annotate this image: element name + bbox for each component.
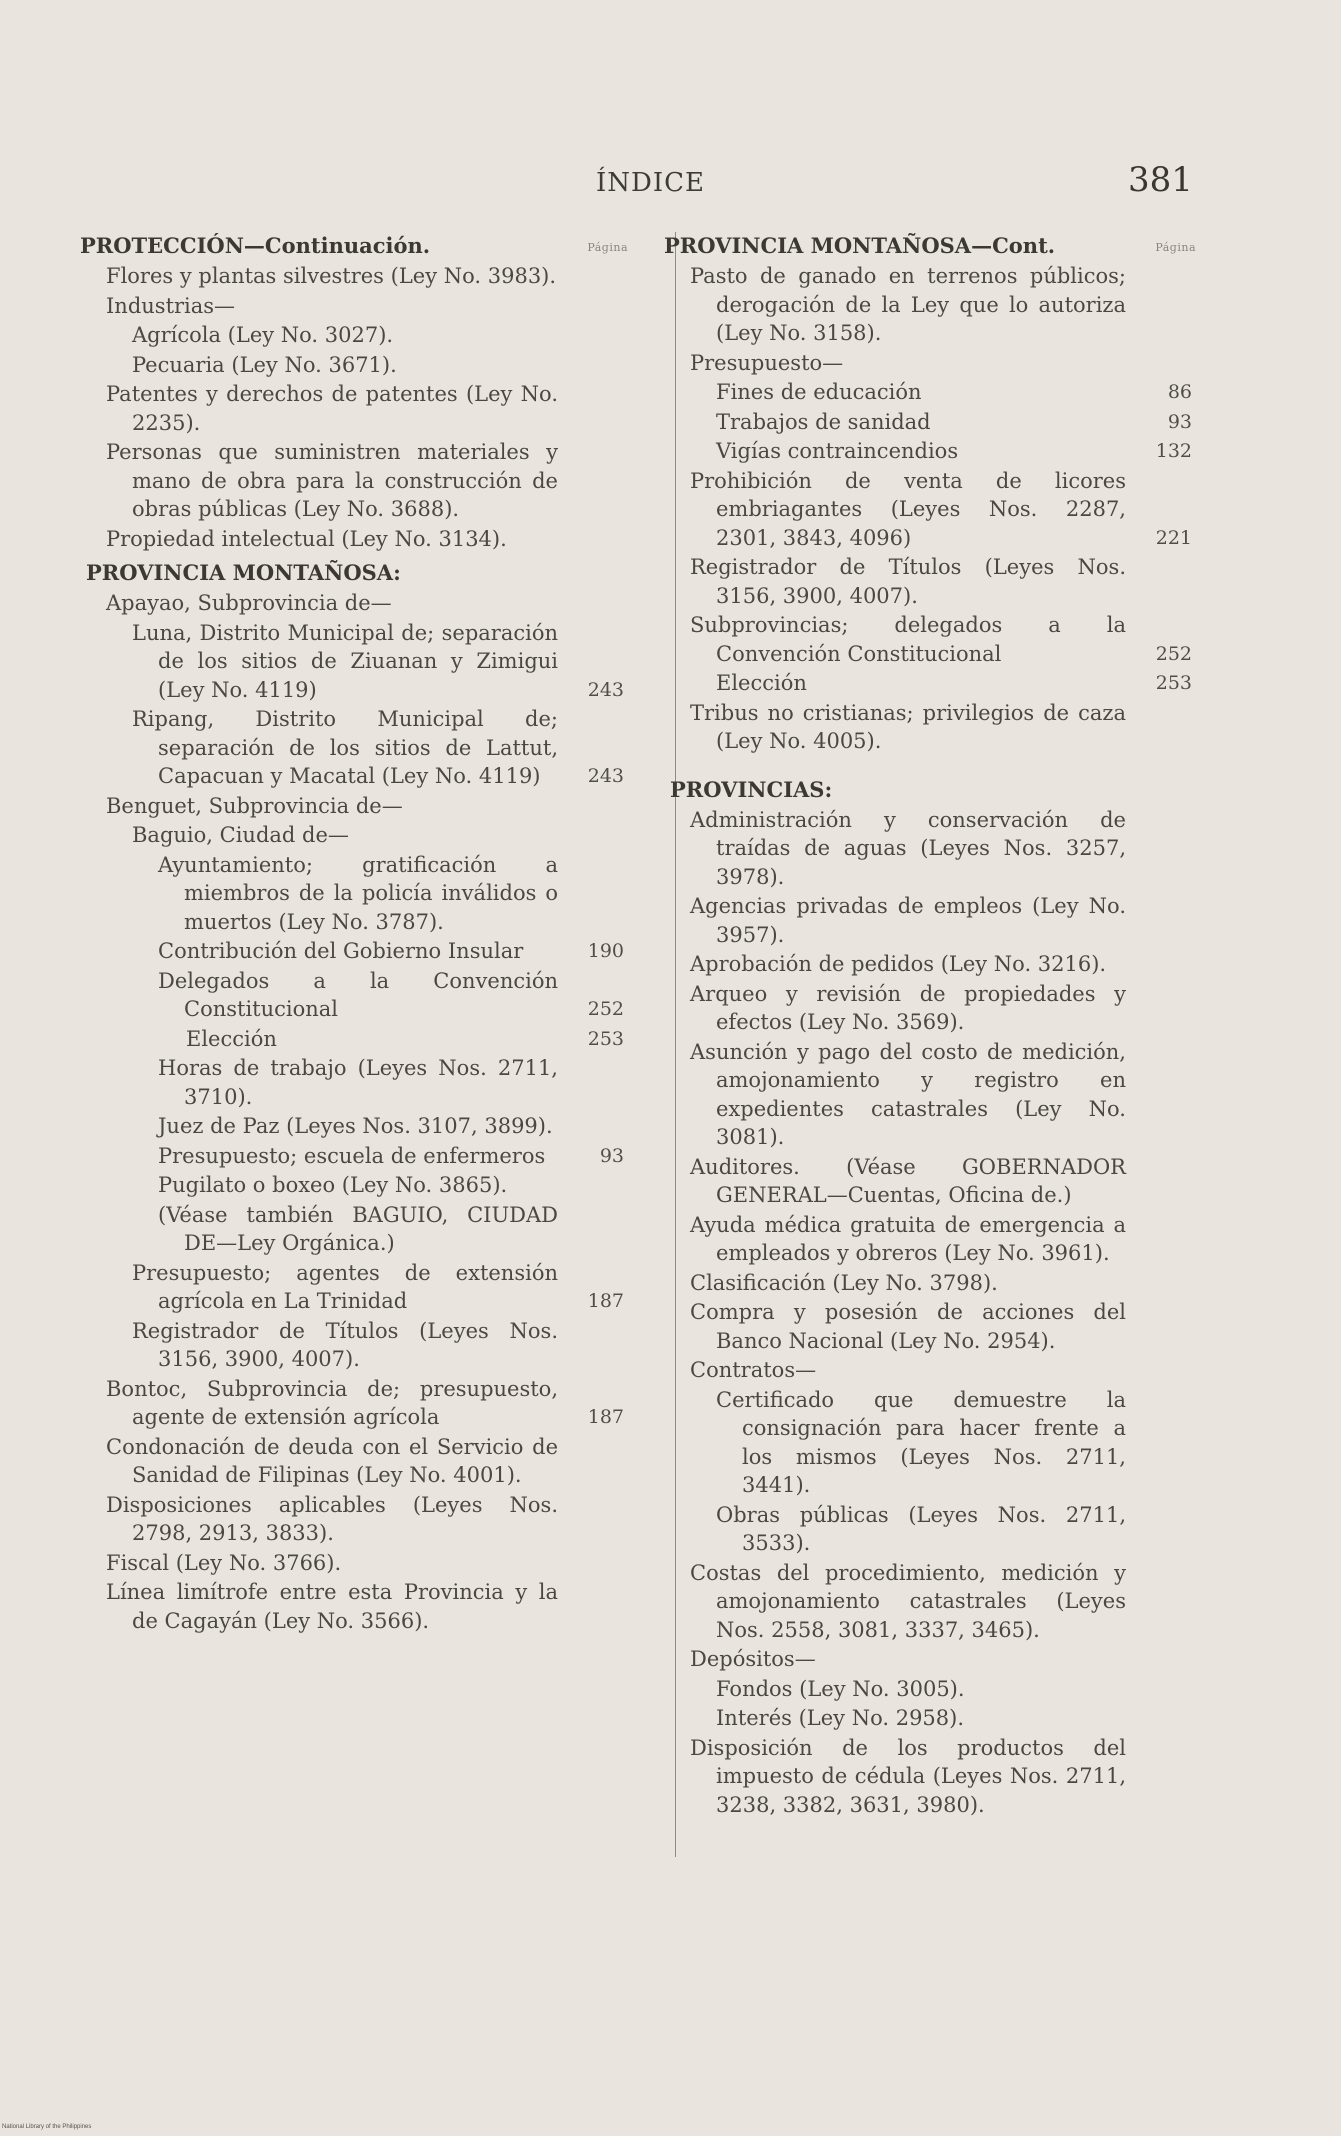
index-entry <box>80 1578 628 1635</box>
index-entry-text: Registrador de Títulos (Leyes Nos. 3156, 3900, 4007). <box>132 1318 558 1371</box>
index-entry <box>664 1704 1196 1733</box>
index-entry-text: Disposiciones aplicables (Leyes Nos. 2798, 2913, 3833). <box>106 1492 558 1545</box>
index-entry <box>80 1171 628 1200</box>
index-entry <box>80 792 628 821</box>
index-entry-text: Agencias privadas de empleos (Ley No. 3957). <box>690 894 1126 947</box>
index-entry <box>80 1142 628 1171</box>
index-entry-text: Ayuntamiento; gratificación a miembros de la policía inválidos o muertos (Ley No. 3787). <box>158 852 558 934</box>
index-entry-text: Apayao, Subprovincia de— <box>106 591 392 615</box>
index-entry <box>664 1298 1196 1355</box>
index-entry <box>664 1734 1196 1820</box>
index-entry-text: Depósitos— <box>690 1647 816 1671</box>
index-entry-text: Bontoc, Subprovincia de; presupuesto, agente de extensión agrícola <box>106 1376 558 1429</box>
index-entry-text: Compra y posesión de acciones del Banco Nacional (Ley No. 2954). <box>690 1300 1126 1353</box>
index-entry-page: 252 <box>587 998 624 1020</box>
index-entry-page: 187 <box>587 1290 624 1312</box>
right-heading-text: PROVINCIA MONTAÑOSA—Cont. <box>664 233 1056 258</box>
index-entry <box>664 1356 1196 1385</box>
index-entry <box>80 967 628 1024</box>
index-entry <box>664 467 1196 553</box>
index-entry-text: Industrias— <box>106 293 236 318</box>
right-entry-list <box>664 262 1196 756</box>
index-entry-text: Fines de educación <box>716 380 922 404</box>
right-entry-list-2 <box>664 806 1196 1820</box>
index-entry-text: Trabajos de sanidad <box>716 409 931 434</box>
index-entry-text: Clasificación (Ley No. 3798). <box>690 1270 998 1295</box>
index-entry <box>664 349 1196 378</box>
index-entry <box>664 806 1196 892</box>
index-entry <box>664 699 1196 756</box>
index-entry-text: Auditores. (Véase GOBERNADOR GENERAL—Cuentas, Oficina de.) <box>690 1154 1126 1207</box>
index-entry <box>664 553 1196 610</box>
index-entry <box>664 1153 1196 1210</box>
index-entry <box>80 1317 628 1374</box>
index-entry <box>80 1375 628 1432</box>
index-entry-page: 132 <box>1155 440 1192 462</box>
running-header: ÍNDICE <box>596 168 706 198</box>
index-entry-text: Juez de Paz (Leyes Nos. 3107, 3899). <box>158 1114 553 1138</box>
index-entry-text: Línea limítrofe entre esta Provincia y la de Cagayán (Ley No. 3566). <box>106 1580 558 1633</box>
index-entry-text: Ripang, Distrito Municipal de; separación de los sitios de Lattut, Capacuan y Macatal (Ley No. 4119) <box>132 707 558 788</box>
index-entry <box>664 1559 1196 1645</box>
index-entry <box>80 438 628 524</box>
left-column-heading <box>80 232 628 260</box>
index-entry-text: Aprobación de pedidos (Ley No. 3216). <box>690 952 1107 976</box>
page-number: 381 <box>1128 160 1193 200</box>
index-entry-text: Fondos (Ley No. 3005). <box>716 1676 965 1701</box>
index-entry-text: Patentes y derechos de patentes (Ley No. 2235). <box>106 382 558 435</box>
index-entry-text: Contratos— <box>690 1358 817 1382</box>
left-page-label: Página <box>587 241 628 254</box>
index-entry-text: Personas que suministren materiales y mano de obra para la construcción de obras públicas (Ley No. 3688). <box>106 440 558 521</box>
index-entry-text: (Véase también BAGUIO, CIUDAD DE—Ley Orgánica.) <box>158 1202 558 1255</box>
index-entry <box>664 611 1196 668</box>
index-entry <box>80 1549 628 1578</box>
index-entry <box>80 1201 628 1258</box>
index-entry <box>80 525 628 554</box>
index-entry-page: 93 <box>1167 410 1192 433</box>
index-entry-text: Propiedad intelectual (Ley No. 3134). <box>106 526 507 551</box>
index-entry <box>664 1211 1196 1268</box>
index-entry <box>664 1501 1196 1558</box>
index-entry-text: Condonación de deuda con el Servicio de Sanidad de Filipinas (Ley No. 4001). <box>106 1434 558 1487</box>
left-entry-list-2 <box>80 589 628 1635</box>
index-entry <box>80 380 628 437</box>
index-entry <box>80 1112 628 1141</box>
index-entry-text: Administración y conservación de traídas de aguas (Leyes Nos. 3257, 3978). <box>690 807 1126 889</box>
index-entry <box>664 378 1196 407</box>
index-entry-text: Subprovincias; delegados a la Convención Constitucional <box>690 613 1126 666</box>
right-section-heading: PROVINCIAS: <box>670 776 833 802</box>
index-entry-text: Interés (Ley No. 2958). <box>716 1706 965 1730</box>
index-entry-text: Fiscal (Ley No. 3766). <box>106 1550 342 1575</box>
index-entry-text: Contribución del Gobierno Insular <box>158 939 524 963</box>
index-entry-text: Disposición de los productos del impuesto de cédula (Leyes Nos. 2711, 3238, 3382, 3631, 3980). <box>690 1735 1126 1817</box>
index-entry <box>664 1269 1196 1298</box>
footer-credit: National Library of the Philippines <box>2 2124 92 2130</box>
index-entry <box>80 705 628 791</box>
index-entry-text: Registrador de Títulos (Leyes Nos. 3156, 3900, 4007). <box>690 555 1126 608</box>
index-entry-page: 221 <box>1155 526 1192 549</box>
index-entry-text: Presupuesto— <box>690 350 844 375</box>
index-entry-text: Flores y plantas silvestres (Ley No. 3983). <box>106 264 557 288</box>
index-entry <box>80 1259 628 1316</box>
index-entry-page: 93 <box>599 1144 624 1167</box>
index-entry <box>664 1675 1196 1704</box>
left-heading-text: PROTECCIÓN—Continuación. <box>80 233 431 258</box>
index-entry-text: Pasto de ganado en terrenos públicos; derogación de la Ley que lo autoriza (Ley No. 3158). <box>690 264 1126 345</box>
index-entry <box>664 892 1196 949</box>
index-entry-page: 243 <box>587 678 624 701</box>
left-section-heading: PROVINCIA MONTAÑOSA: <box>86 560 401 585</box>
index-entry-text: Agrícola (Ley No. 3027). <box>132 323 394 347</box>
index-entry-text: Elección <box>716 671 807 695</box>
index-entry-text: Baguio, Ciudad de— <box>132 823 349 847</box>
index-entry-text: Tribus no cristianas; privilegios de caza (Ley No. 4005). <box>690 700 1126 753</box>
index-entry-text: Presupuesto; escuela de enfermeros <box>158 1143 546 1168</box>
index-entry-page: 252 <box>1155 642 1192 665</box>
index-entry-page: 187 <box>587 1406 624 1428</box>
right-column-heading <box>664 232 1196 260</box>
left-entry-list <box>80 262 628 553</box>
index-entry-text: Prohibición de venta de licores embriagantes (Leyes Nos. 2287, 2301, 3843, 4096) <box>690 468 1126 550</box>
index-entry <box>80 937 628 966</box>
index-entry <box>80 262 628 291</box>
index-entry-page: 243 <box>587 765 624 787</box>
right-page-label: Página <box>1155 241 1196 254</box>
index-entry <box>80 851 628 937</box>
index-entry-text: Luna, Distrito Municipal de; separación de los sitios de Ziuanan y Zimigui (Ley No. 4119) <box>132 620 558 702</box>
index-entry-text: Presupuesto; agentes de extensión agrícola en La Trinidad <box>132 1260 558 1313</box>
index-entry <box>664 980 1196 1037</box>
index-entry <box>80 292 628 321</box>
index-entry <box>80 351 628 380</box>
index-entry-page: 253 <box>1155 672 1192 694</box>
index-entry <box>664 669 1196 698</box>
index-entry-text: Asunción y pago del costo de medición, amojonamiento y registro en expedientes catastrales (Ley No. 3081). <box>690 1039 1126 1149</box>
index-entry-text: Ayuda médica gratuita de emergencia a empleados y obreros (Ley No. 3961). <box>690 1212 1126 1265</box>
index-entry-text: Vigías contraincendios <box>716 439 959 463</box>
index-entry <box>80 1491 628 1548</box>
index-entry-page: 190 <box>587 940 624 962</box>
left-column <box>80 232 628 1636</box>
index-entry <box>664 1386 1196 1500</box>
index-entry <box>80 619 628 705</box>
index-entry <box>80 321 628 350</box>
index-entry <box>664 950 1196 979</box>
index-entry <box>80 1054 628 1111</box>
index-entry <box>664 437 1196 466</box>
index-entry-text: Pecuaria (Ley No. 3671). <box>132 352 397 377</box>
index-entry-page: 86 <box>1167 381 1192 403</box>
index-entry <box>80 589 628 618</box>
index-entry-text: Obras públicas (Leyes Nos. 2711, 3533). <box>716 1502 1126 1555</box>
index-entry <box>80 821 628 850</box>
index-entry <box>664 1038 1196 1152</box>
index-entry-text: Pugilato o boxeo (Ley No. 3865). <box>158 1173 508 1197</box>
index-entry <box>80 1433 628 1490</box>
index-entry <box>664 262 1196 348</box>
index-entry-text: Elección <box>186 1026 277 1051</box>
index-entry-text: Benguet, Subprovincia de— <box>106 793 403 818</box>
index-entry <box>80 1025 628 1054</box>
index-entry-text: Certificado que demuestre la consignación para hacer frente a los mismos (Leyes Nos. 2711, 3441). <box>716 1387 1126 1497</box>
index-entry-text: Arqueo y revisión de propiedades y efectos (Ley No. 3569). <box>690 981 1126 1034</box>
right-column <box>664 232 1196 1820</box>
index-entry <box>664 408 1196 437</box>
index-entry-page: 253 <box>587 1027 624 1050</box>
index-entry-text: Costas del procedimiento, medición y amojonamiento catastrales (Leyes Nos. 2558, 3081, 3337, 3465). <box>690 1560 1126 1642</box>
index-entry-text: Horas de trabajo (Leyes Nos. 2711, 3710). <box>158 1056 558 1109</box>
index-entry-text: Delegados a la Convención Constitucional <box>158 968 558 1021</box>
index-entry <box>664 1645 1196 1674</box>
